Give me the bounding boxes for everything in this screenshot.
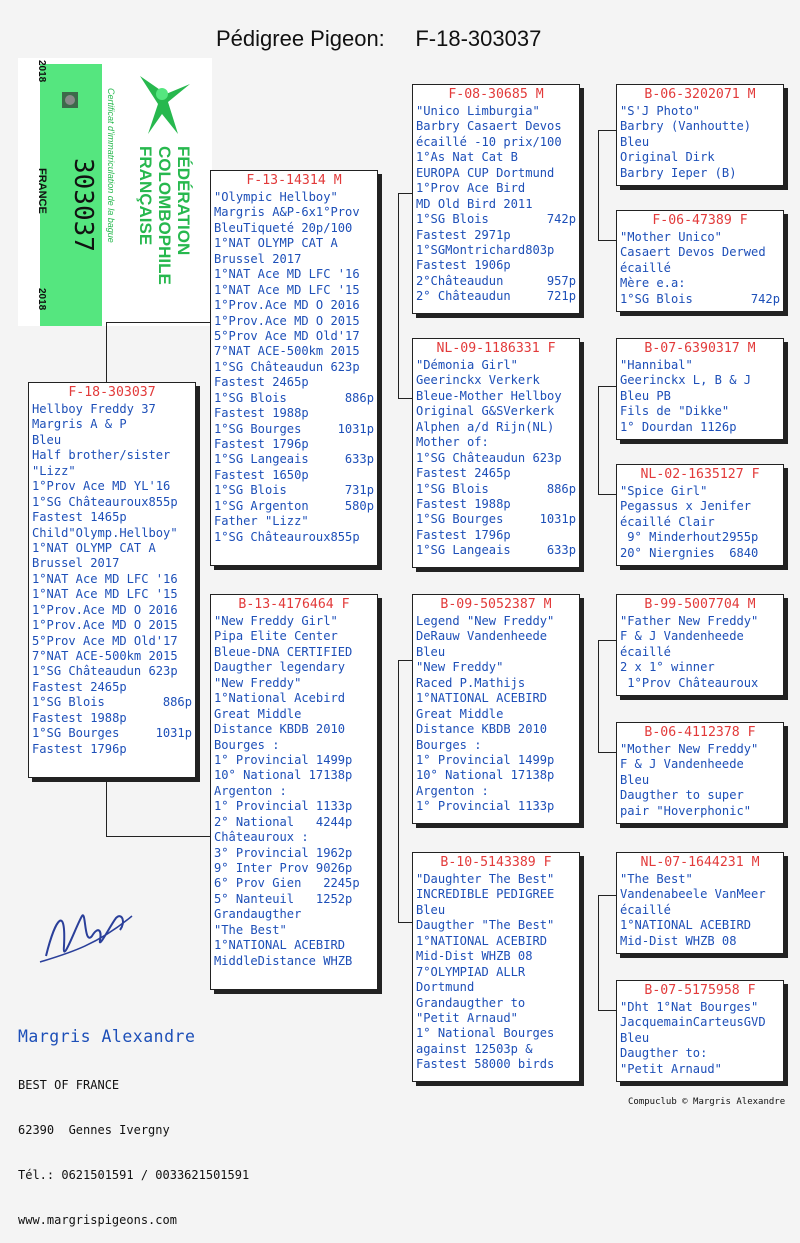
pigeon-info-line: 6° Prov Gien 2245p xyxy=(214,876,360,891)
pigeon-info-line: "Dht 1°Nat Bourges" xyxy=(620,1000,759,1014)
pigeon-info-line: Distance KBDB 2010 xyxy=(416,722,548,737)
pigeon-info-line: Fastest 2971p xyxy=(416,227,511,242)
pigeon-card-sire-dam-sire xyxy=(616,338,784,440)
race-result: 2° Châteaudun xyxy=(416,289,511,304)
pigeon-info-line: Châteauroux : xyxy=(214,830,309,845)
pigeon-info-line: "Lizz" xyxy=(32,463,76,478)
race-result: 1°SG Bourges xyxy=(416,512,504,527)
pigeon-info-line: Bleu xyxy=(416,644,446,659)
pigeon-info-line xyxy=(416,289,576,304)
race-entries: 1031p xyxy=(539,512,576,527)
pigeon-info-line xyxy=(416,543,576,558)
pigeon-info-line: 5°Prov Ace MD Old'17 xyxy=(214,328,360,343)
pigeon-info-line: 1° Provincial 1499p xyxy=(416,752,555,767)
pigeon-info-line: Dortmund xyxy=(416,980,475,995)
pigeon-info-line: pair "Hoverphonic" xyxy=(620,803,752,818)
connector-line xyxy=(598,494,616,495)
pigeon-info-line: Fastest 2465p xyxy=(214,375,309,390)
pigeon-card-sire-sire xyxy=(412,84,580,314)
pigeon-info-line: 5°Prov Ace MD Old'17 xyxy=(32,633,178,648)
race-result: 1°SG Langeais xyxy=(214,452,309,467)
pigeon-info-line: Daugther "The Best" xyxy=(416,918,555,933)
race-entries: 742p xyxy=(546,212,576,227)
race-result: 1°SG Blois xyxy=(214,390,287,405)
race-entries: 1031p xyxy=(337,421,374,436)
race-entries: 580p xyxy=(344,498,374,513)
ring-number: B-07-5175958 F xyxy=(644,983,756,998)
pigeon-info-line xyxy=(214,452,374,467)
ring-number: B-10-5143389 F xyxy=(440,855,552,870)
pigeon-info-line: Fastest 1988p xyxy=(416,496,511,511)
pigeon-info-line: Fastest 1796p xyxy=(32,741,127,756)
pigeon-info-line: against 12503p & xyxy=(416,1041,533,1056)
pigeon-info-line: 1°NAT Ace MD LFC '15 xyxy=(32,587,178,602)
pigeon-info-line: Margris A & P xyxy=(32,417,127,432)
pigeon-info-line: Original G&SVerkerk xyxy=(416,404,555,419)
pigeon-info-line: Distance KBDB 2010 xyxy=(214,722,346,737)
pigeon-info-line: 1°NAT OLYMP CAT A xyxy=(214,236,338,251)
race-entries: 742p xyxy=(750,291,780,306)
connector-line xyxy=(398,193,399,398)
pigeon-info-line: BleuTiqueté 20p/100 xyxy=(214,220,353,235)
pigeon-card-subject xyxy=(28,382,196,778)
pigeon-info-line: "Petit Arnaud" xyxy=(620,1061,722,1076)
breeder-phone: Tél.: 0621501591 / 0033621501591 xyxy=(18,1168,250,1182)
ring-number: F-08-30685 M xyxy=(448,87,544,102)
pigeon-info-line: 1° Provincial 1499p xyxy=(214,752,353,767)
pigeon-card-dam-dam xyxy=(412,852,580,1082)
connector-line xyxy=(106,836,210,837)
ring-number: F-13-14314 M xyxy=(246,173,342,188)
race-entries: 731p xyxy=(344,483,374,498)
pigeon-info-line: Mother of: xyxy=(416,435,489,450)
connector-line xyxy=(598,895,616,896)
breeder-info xyxy=(18,996,249,1243)
federation-name: FÉDÉRATION COLOMBOPHILE FRANÇAISE xyxy=(136,146,193,285)
ring-number: B-99-5007704 M xyxy=(644,597,756,612)
pigeon-card-dam-dam-dam xyxy=(616,980,784,1082)
breeder-website[interactable]: www.margrispigeons.com xyxy=(18,1213,177,1227)
pigeon-info-line: INCREDIBLE PEDIGREE xyxy=(416,887,555,902)
pigeon-card-sire-sire-sire xyxy=(616,84,784,186)
ring-number: B-06-4112378 F xyxy=(644,725,756,740)
pigeon-info-line: EUROPA CUP Dortmund xyxy=(416,165,555,180)
connector-line xyxy=(598,240,616,241)
connector-line xyxy=(598,130,616,131)
breeder-tagline: BEST OF FRANCE xyxy=(18,1078,120,1092)
pigeon-info-line: Alphen a/d Rijn(NL) xyxy=(416,419,555,434)
pigeon-info-line: F & J Vandenheede xyxy=(620,757,744,772)
pigeon-info-line: Fastest 1796p xyxy=(416,527,511,542)
pigeon-info-line: 1°SG Châteauroux855p xyxy=(32,494,178,509)
pigeon-card-dam-sire xyxy=(412,594,580,824)
certificate-year-top: 2018 xyxy=(36,60,47,83)
pigeon-info-line: Hellboy Freddy 37 xyxy=(32,402,156,416)
pigeon-info-line: 1°As Nat Cat B xyxy=(416,150,518,165)
connector-line xyxy=(598,895,599,1010)
ring-number: F-18-303037 xyxy=(68,385,156,400)
pigeon-card-dam-sire-dam xyxy=(616,722,784,824)
pigeon-info-line: 1° Dourdan 1126p xyxy=(620,419,737,434)
pigeon-info-line xyxy=(416,274,576,289)
pigeon-info-line: Father "Lizz" xyxy=(214,514,309,529)
pigeon-info-line: 10° National 17138p xyxy=(416,768,555,783)
pigeon-info-line xyxy=(416,512,576,527)
pigeon-info-line: Half brother/sister xyxy=(32,448,171,463)
pigeon-info-line: Mère e.a: xyxy=(620,276,686,291)
ring-number: B-07-6390317 M xyxy=(644,341,756,356)
pigeon-info-line: 20° Niergnies 6840 xyxy=(620,545,759,560)
pigeon-info-line: Bourges : xyxy=(214,737,280,752)
pigeon-info-line: 1°NAT Ace MD LFC '15 xyxy=(214,282,360,297)
pigeon-info-line: Geerinckx Verkerk xyxy=(416,373,540,388)
pigeon-card-dam xyxy=(210,594,378,990)
pigeon-info-line: 1°SG Châteauroux855p xyxy=(214,529,360,544)
pigeon-info-line: JacquemainCarteusGVD xyxy=(620,1015,766,1030)
pigeon-info-line: "New Freddy Girl" xyxy=(214,614,338,628)
pigeon-info-line: Child"Olymp.Hellboy" xyxy=(32,525,178,540)
pigeon-info-line: 1°Prov.Ace MD O 2016 xyxy=(214,298,360,313)
pigeon-info-line: 1°Prov Ace Bird xyxy=(416,181,526,196)
pigeon-info-line: 1°Prov.Ace MD O 2015 xyxy=(32,618,178,633)
pigeon-info-line: Bleu PB xyxy=(620,388,671,403)
pigeon-info-line: 1° Provincial 1133p xyxy=(214,799,353,814)
connector-line xyxy=(598,386,599,494)
pigeon-info-line xyxy=(214,391,374,406)
pigeon-info-line: Fils de "Dikke" xyxy=(620,404,730,419)
pigeon-info-line: Mid-Dist WHZB 08 xyxy=(416,949,533,964)
connector-line xyxy=(398,398,412,399)
pigeon-info-line: 9° Inter Prov 9026p xyxy=(214,861,353,875)
pigeon-info-line xyxy=(32,695,192,710)
pigeon-info-line: Fastest 1988p xyxy=(32,710,127,725)
pigeon-card-sire xyxy=(210,170,378,566)
pigeon-info-line: MD Old Bird 2011 xyxy=(416,196,533,211)
pigeon-info-line: Brussel 2017 xyxy=(32,556,120,571)
ring-number: NL-09-1186331 F xyxy=(436,341,556,356)
pigeon-info-line: 2 x 1° winner xyxy=(620,660,715,675)
pigeon-info-line xyxy=(214,422,374,437)
breeder-signature-icon xyxy=(36,896,136,976)
connector-line xyxy=(106,778,107,836)
certificate-country: FRANCE xyxy=(36,168,48,214)
pigeon-info-line: Fastest 1988p xyxy=(214,406,309,421)
race-result: 1°SG Bourges xyxy=(214,421,302,436)
pigeon-info-line: Original Dirk xyxy=(620,150,715,165)
race-entries: 886p xyxy=(344,390,374,405)
pigeon-info-line: 1°Prov Châteauroux xyxy=(620,675,759,690)
pigeon-info-line: "The Best" xyxy=(214,922,287,937)
pigeon-info-line: F & J Vandenheede xyxy=(620,629,744,644)
race-entries: 1031p xyxy=(155,726,192,741)
pigeon-info-line: Bleu xyxy=(416,902,446,917)
connector-line xyxy=(598,386,616,387)
pigeon-card-dam-sire-sire xyxy=(616,594,784,696)
pigeon-info-line: Barbry (Vanhoutte) xyxy=(620,119,752,134)
pigeon-info-line: 1°NATIONAL ACEBIRD xyxy=(416,933,548,948)
race-result: 1°SG Blois xyxy=(214,483,287,498)
pigeon-info-line: Argenton : xyxy=(214,783,287,798)
pigeon-info-line: écaillé xyxy=(620,260,671,275)
race-entries: 957p xyxy=(546,273,576,288)
pigeon-info-line: "Mother Unico" xyxy=(620,230,722,244)
pigeon-info-line: 1° Provincial 1133p xyxy=(416,799,555,814)
pigeon-info-line: "Unico Limburgia" xyxy=(416,104,540,118)
pigeon-info-line: 10° National 17138p xyxy=(214,768,353,783)
pigeon-info-line: Mid-Dist WHZB 08 xyxy=(620,933,737,948)
connector-line xyxy=(106,322,210,323)
connector-line xyxy=(598,640,599,752)
footer-copyright: Compuclub © Margris Alexandre xyxy=(628,1097,786,1107)
ring-number: B-09-5052387 M xyxy=(440,597,552,612)
pigeon-info-line: Vandenabeele VanMeer xyxy=(620,887,766,902)
pigeon-info-line: écaillé -10 prix/100 xyxy=(416,134,562,149)
pigeon-info-line xyxy=(32,726,192,741)
pigeon-info-line: 1°SG Châteaudun 623p xyxy=(214,359,360,374)
connector-line xyxy=(598,640,616,641)
ring-number: NL-07-1644231 M xyxy=(640,855,760,870)
pigeon-info-line: 1°Prov.Ace MD O 2015 xyxy=(214,313,360,328)
pigeon-info-line xyxy=(416,212,576,227)
pigeon-info-line: 2° National 4244p xyxy=(214,814,353,829)
pigeon-info-line: "Petit Arnaud" xyxy=(416,1010,518,1025)
race-entries: 633p xyxy=(344,452,374,467)
pigeon-card-sire-sire-dam xyxy=(616,210,784,312)
connector-line xyxy=(398,660,412,661)
pigeon-info-line: Bleu xyxy=(32,432,62,447)
pigeon-info-line: Pegassus x Jenifer xyxy=(620,499,752,514)
pigeon-info-line: Pipa Elite Center xyxy=(214,629,338,644)
pigeon-info-line: "New Freddy" xyxy=(416,660,504,675)
pigeon-info-line: 1°Prov.Ace MD O 2016 xyxy=(32,602,178,617)
race-result: 1°SG Blois xyxy=(32,695,105,710)
breeder-address: 62390 Gennes Ivergny xyxy=(18,1123,170,1137)
pigeon-info-line: 1°NAT Ace MD LFC '16 xyxy=(32,571,178,586)
pigeon-card-dam-dam-sire xyxy=(616,852,784,954)
pigeon-info-line: Casaert Devos Derwed xyxy=(620,245,766,260)
ring-certificate xyxy=(18,58,212,326)
ring-number: NL-02-1635127 F xyxy=(640,467,760,482)
pigeon-info-line: Fastest 1796p xyxy=(214,437,309,451)
pigeon-info-line: Bleu xyxy=(620,772,650,787)
pigeon-info-line: 3° Provincial 1962p xyxy=(214,845,353,860)
race-result: 1°SG Blois xyxy=(416,212,489,227)
pigeon-info-line: écaillé xyxy=(620,644,671,659)
pigeon-info-line: écaillé xyxy=(620,902,671,917)
pigeon-info-line: 1° National Bourges xyxy=(416,1026,555,1041)
pigeon-info-line: Geerinckx L, B & J xyxy=(620,373,752,388)
pigeon-info-line: 1°NATIONAL ACEBIRD xyxy=(214,938,346,953)
pigeon-info-line: Barbry Ieper (B) xyxy=(620,165,737,180)
certificate-year-bottom: 2018 xyxy=(36,288,47,311)
race-entries: 886p xyxy=(546,481,576,496)
federation-bird-logo-icon xyxy=(118,64,206,144)
pigeon-info-line: Fastest 58000 birds xyxy=(416,1057,555,1072)
race-result: 1°SG Blois xyxy=(620,291,693,306)
pigeon-info-line: Brussel 2017 xyxy=(214,251,302,266)
race-result: 1°SG Langeais xyxy=(416,543,511,558)
race-result: 2°Châteaudun xyxy=(416,273,504,288)
connector-line xyxy=(598,130,599,240)
pigeon-info-line: 1°Prov Ace MD YL'16 xyxy=(32,479,171,494)
pigeon-info-line xyxy=(416,482,576,497)
race-result: 1°SG Argenton xyxy=(214,498,309,513)
certificate-number: 303037 xyxy=(68,158,98,252)
pigeon-info-line xyxy=(214,483,374,498)
pigeon-info-line: Fastest 1465p xyxy=(32,510,127,525)
connector-line xyxy=(398,660,399,922)
pigeon-info-line: Bleu xyxy=(620,134,650,149)
ring-number: B-13-4176464 F xyxy=(238,597,350,612)
pigeon-info-line: "Hannibal" xyxy=(620,358,693,372)
pigeon-info-line: Barbry Casaert Devos xyxy=(416,119,562,134)
pigeon-info-line xyxy=(214,499,374,514)
pigeon-info-line: "Mother New Freddy" xyxy=(620,742,759,756)
pigeon-info-line: Bleue-Mother Hellboy xyxy=(416,388,562,403)
pigeon-info-line: "New Freddy" xyxy=(214,675,302,690)
connector-line xyxy=(598,752,616,753)
pigeon-info-line: "S'J Photo" xyxy=(620,104,701,118)
pigeon-info-line: Legend "New Freddy" xyxy=(416,614,555,628)
pigeon-info-line: 5° Nanteuil 1252p xyxy=(214,891,353,906)
pigeon-info-line: DeRauw Vandenheede xyxy=(416,629,548,644)
ring-number: F-06-47389 F xyxy=(652,213,748,228)
pigeon-info-line: "Olympic Hellboy" xyxy=(214,190,338,204)
pigeon-info-line: Great Middle xyxy=(416,706,504,721)
pigeon-info-line: Fastest 1906p xyxy=(416,258,511,273)
pigeon-info-line: Argenton : xyxy=(416,783,489,798)
certificate-caption: Certificat d'immatriculation de la bague xyxy=(106,88,116,243)
pigeon-info-line: Great Middle xyxy=(214,706,302,721)
pigeon-info-line: Bleue-DNA CERTIFIED xyxy=(214,644,353,659)
pigeon-info-line: 7°NAT ACE-500km 2015 xyxy=(32,649,178,663)
breeder-name: Margris Alexandre xyxy=(18,1027,196,1046)
race-entries: 886p xyxy=(162,695,192,710)
pigeon-card-sire-dam xyxy=(412,338,580,568)
pigeon-info-line: Fastest 2465p xyxy=(416,466,511,481)
pigeon-info-line: Grandaugther to xyxy=(416,995,526,1010)
connector-line xyxy=(398,193,412,194)
pigeon-info-line: 9° Minderhout2955p xyxy=(620,530,759,545)
pigeon-info-line: Fastest 1650p xyxy=(214,467,309,482)
certificate-stamp-icon xyxy=(60,88,80,112)
pigeon-info-line: 1°National Acebird xyxy=(214,691,346,706)
page-title: Pédigree Pigeon: F-18-303037 xyxy=(216,26,542,51)
pigeon-info-line: 7°OLYMPIAD ALLR xyxy=(416,964,526,979)
pigeon-info-line: 1°NATIONAL ACEBIRD xyxy=(620,918,752,933)
pigeon-info-line: Raced P.Mathijs xyxy=(416,675,526,690)
ring-number: B-06-3202071 M xyxy=(644,87,756,102)
race-entries: 721p xyxy=(546,289,576,304)
race-result: 1°SG Blois xyxy=(416,481,489,496)
connector-line xyxy=(398,922,412,923)
pigeon-info-line: 1°NAT Ace MD LFC '16 xyxy=(214,267,360,282)
pigeon-info-line: 1°SGMontrichard803p xyxy=(416,242,555,257)
pigeon-info-line: "Démonia Girl" xyxy=(416,358,518,372)
pigeon-info-line: Daugther to: xyxy=(620,1046,708,1061)
race-entries: 633p xyxy=(546,543,576,558)
pigeon-info-line: 1°NATIONAL ACEBIRD xyxy=(416,691,548,706)
pigeon-info-line: "Daughter The Best" xyxy=(416,872,555,886)
connector-line xyxy=(106,322,107,382)
pigeon-info-line: 1°SG Châteaudun 623p xyxy=(32,664,178,679)
pigeon-info-line: MiddleDistance WHZB xyxy=(214,953,353,968)
race-result: 1°SG Bourges xyxy=(32,726,120,741)
pigeon-info-line: Bleu xyxy=(620,1030,650,1045)
pigeon-info-line: écaillé Clair xyxy=(620,514,715,529)
pigeon-info-line: Bourges : xyxy=(416,737,482,752)
pigeon-info-line: 1°SG Châteaudun 623p xyxy=(416,450,562,465)
pigeon-info-line: Fastest 2465p xyxy=(32,679,127,694)
pigeon-info-line: "Spice Girl" xyxy=(620,484,708,498)
connector-line xyxy=(598,1010,616,1011)
pigeon-info-line xyxy=(620,292,780,307)
pigeon-info-line: Daugther legendary xyxy=(214,660,346,675)
pigeon-info-line: Grandaugther xyxy=(214,907,302,922)
pigeon-info-line: Margris A&P-6x1°Prov xyxy=(214,205,360,220)
pigeon-card-sire-dam-dam xyxy=(616,464,784,566)
pigeon-info-line: "Father New Freddy" xyxy=(620,614,759,628)
pigeon-info-line: Daugther to super xyxy=(620,788,744,803)
pigeon-info-line: 7°NAT ACE-500km 2015 xyxy=(214,344,360,359)
pigeon-info-line: "The Best" xyxy=(620,872,693,886)
pigeon-info-line: 1°NAT OLYMP CAT A xyxy=(32,540,156,555)
